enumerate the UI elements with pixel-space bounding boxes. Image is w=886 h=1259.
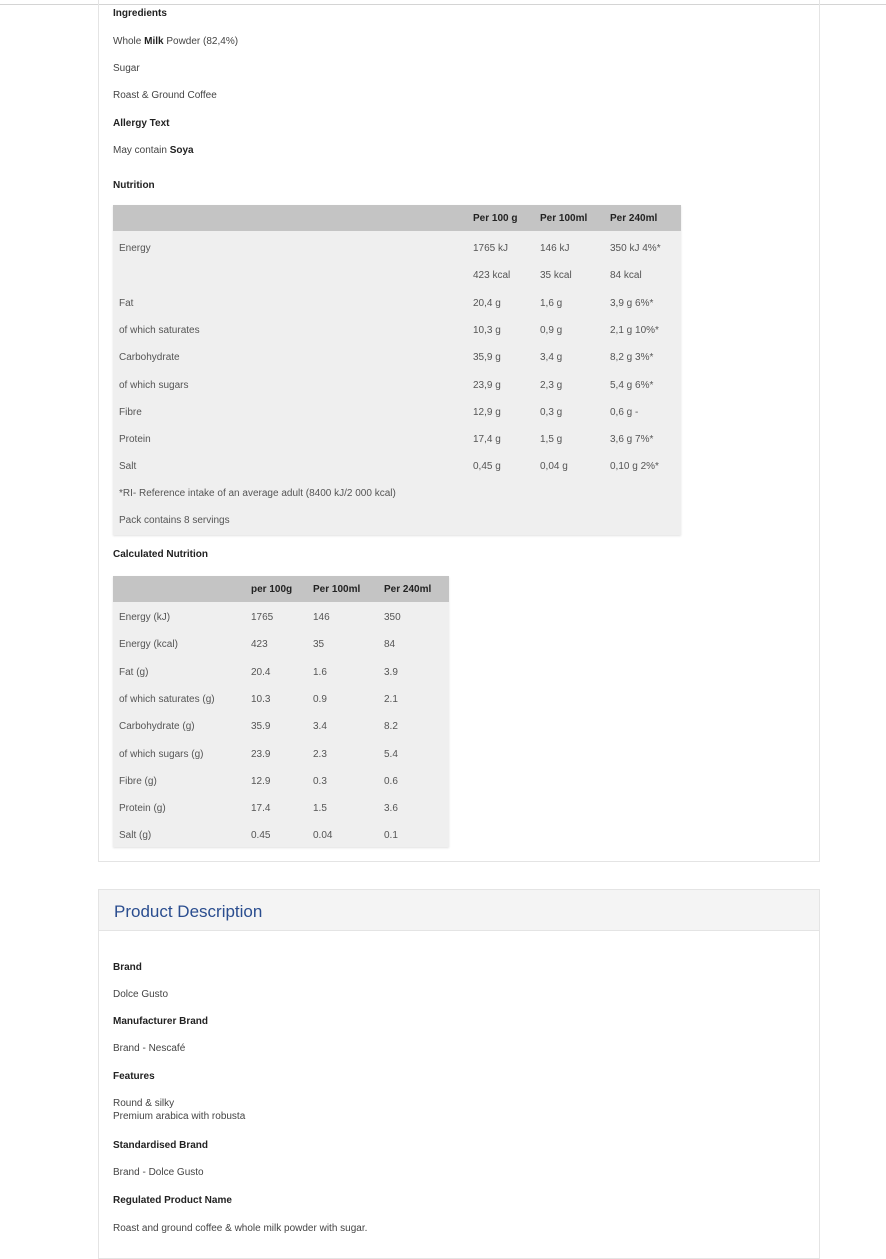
cell-value: 84 kcal <box>610 270 642 282</box>
cell-value: 35.9 <box>251 721 271 733</box>
cell-value: 1.6 <box>313 666 327 678</box>
ingredient-item: Sugar <box>113 63 140 74</box>
cell-value: 3.9 <box>384 666 398 678</box>
cell-value: 146 kJ <box>540 243 570 254</box>
cell-value: 35 <box>313 639 325 651</box>
cell-value: 10.3 <box>251 693 271 705</box>
cell-value: 0.45 <box>251 830 271 842</box>
cell-value: 0,6 g - <box>610 406 639 418</box>
row-label: Carbohydrate <box>119 352 180 364</box>
cell-value: 1765 <box>251 612 274 623</box>
cell-value: 0.9 <box>313 693 327 705</box>
cell-value: 12,9 g <box>473 406 501 418</box>
cell-value: 17,4 g <box>473 434 501 446</box>
cell-value: 3,9 g 6%* <box>610 297 654 309</box>
allergy-text <box>113 145 194 157</box>
cell-value: 12.9 <box>251 775 271 787</box>
regulated-product-name-value: Roast and ground coffee & whole milk powder with sugar. <box>113 1223 368 1234</box>
cell-value: 0,3 g <box>540 406 563 418</box>
row-label: Energy (kcal) <box>119 639 178 651</box>
cell-value: 350 <box>384 612 401 623</box>
cell-value: 3.4 <box>313 721 327 733</box>
features-heading: Features <box>113 1071 155 1082</box>
column-header: Per 240ml <box>384 584 432 595</box>
allergy-heading: Allergy Text <box>113 118 170 129</box>
cell-value: 2,3 g <box>540 379 563 391</box>
cell-value: 2.1 <box>384 693 398 705</box>
calculated-table-header <box>113 576 449 602</box>
ingredient-bold-text: Milk <box>144 36 164 47</box>
cell-value: 423 kcal <box>473 270 511 282</box>
cell-value: 8.2 <box>384 721 398 733</box>
nutrition-table-header <box>113 205 681 231</box>
cell-value: 0.6 <box>384 775 398 787</box>
cell-value: 2,1 g 10%* <box>610 324 659 336</box>
servings-note: Pack contains 8 servings <box>119 515 230 526</box>
product-description-header <box>99 890 819 931</box>
product-description-title: Product Description <box>114 902 263 921</box>
cell-value: 0,45 g <box>473 461 501 473</box>
cell-value: 1.5 <box>313 803 327 815</box>
brand-value: Dolce Gusto <box>113 989 169 1000</box>
cell-value: 35,9 g <box>473 352 501 364</box>
allergy-prefix: May contain <box>113 145 170 156</box>
nutrition-table <box>113 205 681 535</box>
reference-intake-note: *RI- Reference intake of an average adult (8400 kJ/2 000 kcal) <box>119 488 396 499</box>
cell-value: 0,04 g <box>540 461 568 473</box>
ingredient-text: Whole <box>113 36 145 47</box>
cell-value: 146 <box>313 612 330 623</box>
cell-value: 20.4 <box>251 666 271 678</box>
row-label: Carbohydrate (g) <box>119 721 195 733</box>
cell-value: 0,9 g <box>540 324 563 336</box>
ingredient-text: Powder (82,4%) <box>163 36 239 47</box>
cell-value: 3,4 g <box>540 352 563 364</box>
cell-value: 20,4 g <box>473 297 501 309</box>
cell-value: 0.04 <box>313 830 333 842</box>
cell-value: 0.3 <box>313 775 327 787</box>
manufacturer-brand-value: Brand - Nescafé <box>113 1043 186 1054</box>
column-header: Per 240ml <box>610 213 658 224</box>
row-label: Salt <box>119 461 137 473</box>
manufacturer-brand-heading: Manufacturer Brand <box>113 1016 209 1027</box>
cell-value: 17.4 <box>251 803 271 815</box>
row-label: Protein (g) <box>119 803 166 815</box>
cell-value: 2.3 <box>313 748 327 760</box>
cell-value: 35 kcal <box>540 270 572 282</box>
column-header: Per 100 g <box>473 213 518 224</box>
column-header: per 100g <box>251 584 293 595</box>
column-header: Per 100ml <box>540 213 588 224</box>
row-label: Protein <box>119 434 151 446</box>
calculated-nutrition-heading: Calculated Nutrition <box>113 549 209 560</box>
cell-value: 423 <box>251 639 268 651</box>
row-label: Fibre <box>119 406 142 418</box>
ingredient-item: Roast & Ground Coffee <box>113 90 217 101</box>
cell-value: 3.6 <box>384 803 398 815</box>
row-label: Fibre (g) <box>119 775 157 787</box>
cell-value: 84 <box>384 639 396 651</box>
cell-value: 1,6 g <box>540 297 563 309</box>
cell-value: 3,6 g 7%* <box>610 434 654 446</box>
feature-item: Premium arabica with robusta <box>113 1111 246 1122</box>
row-label: Fat <box>119 297 134 309</box>
brand-heading: Brand <box>113 962 142 973</box>
cell-value: 0.1 <box>384 830 398 842</box>
ingredient-item <box>113 36 238 48</box>
nutrition-heading: Nutrition <box>113 180 155 191</box>
ingredients-heading: Ingredients <box>113 8 167 19</box>
row-label: Salt (g) <box>119 830 152 842</box>
standardised-brand-heading: Standardised Brand <box>113 1140 209 1151</box>
regulated-product-name-heading: Regulated Product Name <box>113 1195 232 1206</box>
row-label: of which sugars (g) <box>119 748 204 760</box>
cell-value: 23,9 g <box>473 379 501 391</box>
calculated-nutrition-table <box>113 576 449 847</box>
cell-value: 10,3 g <box>473 324 501 336</box>
cell-value: 8,2 g 3%* <box>610 352 654 364</box>
row-label: of which saturates <box>119 324 200 336</box>
row-label: of which sugars <box>119 379 189 391</box>
row-label: of which saturates (g) <box>119 693 215 705</box>
cell-value: 5,4 g 6%* <box>610 379 654 391</box>
row-label: Energy (kJ) <box>119 612 171 623</box>
cell-value: 1765 kJ <box>473 243 509 254</box>
standardised-brand-value: Brand - Dolce Gusto <box>113 1167 204 1178</box>
cell-value: 0,10 g 2%* <box>610 461 659 473</box>
feature-item: Round & silky <box>113 1098 175 1109</box>
cell-value: 5.4 <box>384 748 398 760</box>
row-label: Fat (g) <box>119 666 149 678</box>
allergen-name: Soya <box>169 145 194 156</box>
cell-value: 350 kJ 4%* <box>610 243 661 254</box>
cell-value: 1,5 g <box>540 434 563 446</box>
row-label: Energy <box>119 243 151 254</box>
column-header: Per 100ml <box>313 584 361 595</box>
cell-value: 23.9 <box>251 748 271 760</box>
